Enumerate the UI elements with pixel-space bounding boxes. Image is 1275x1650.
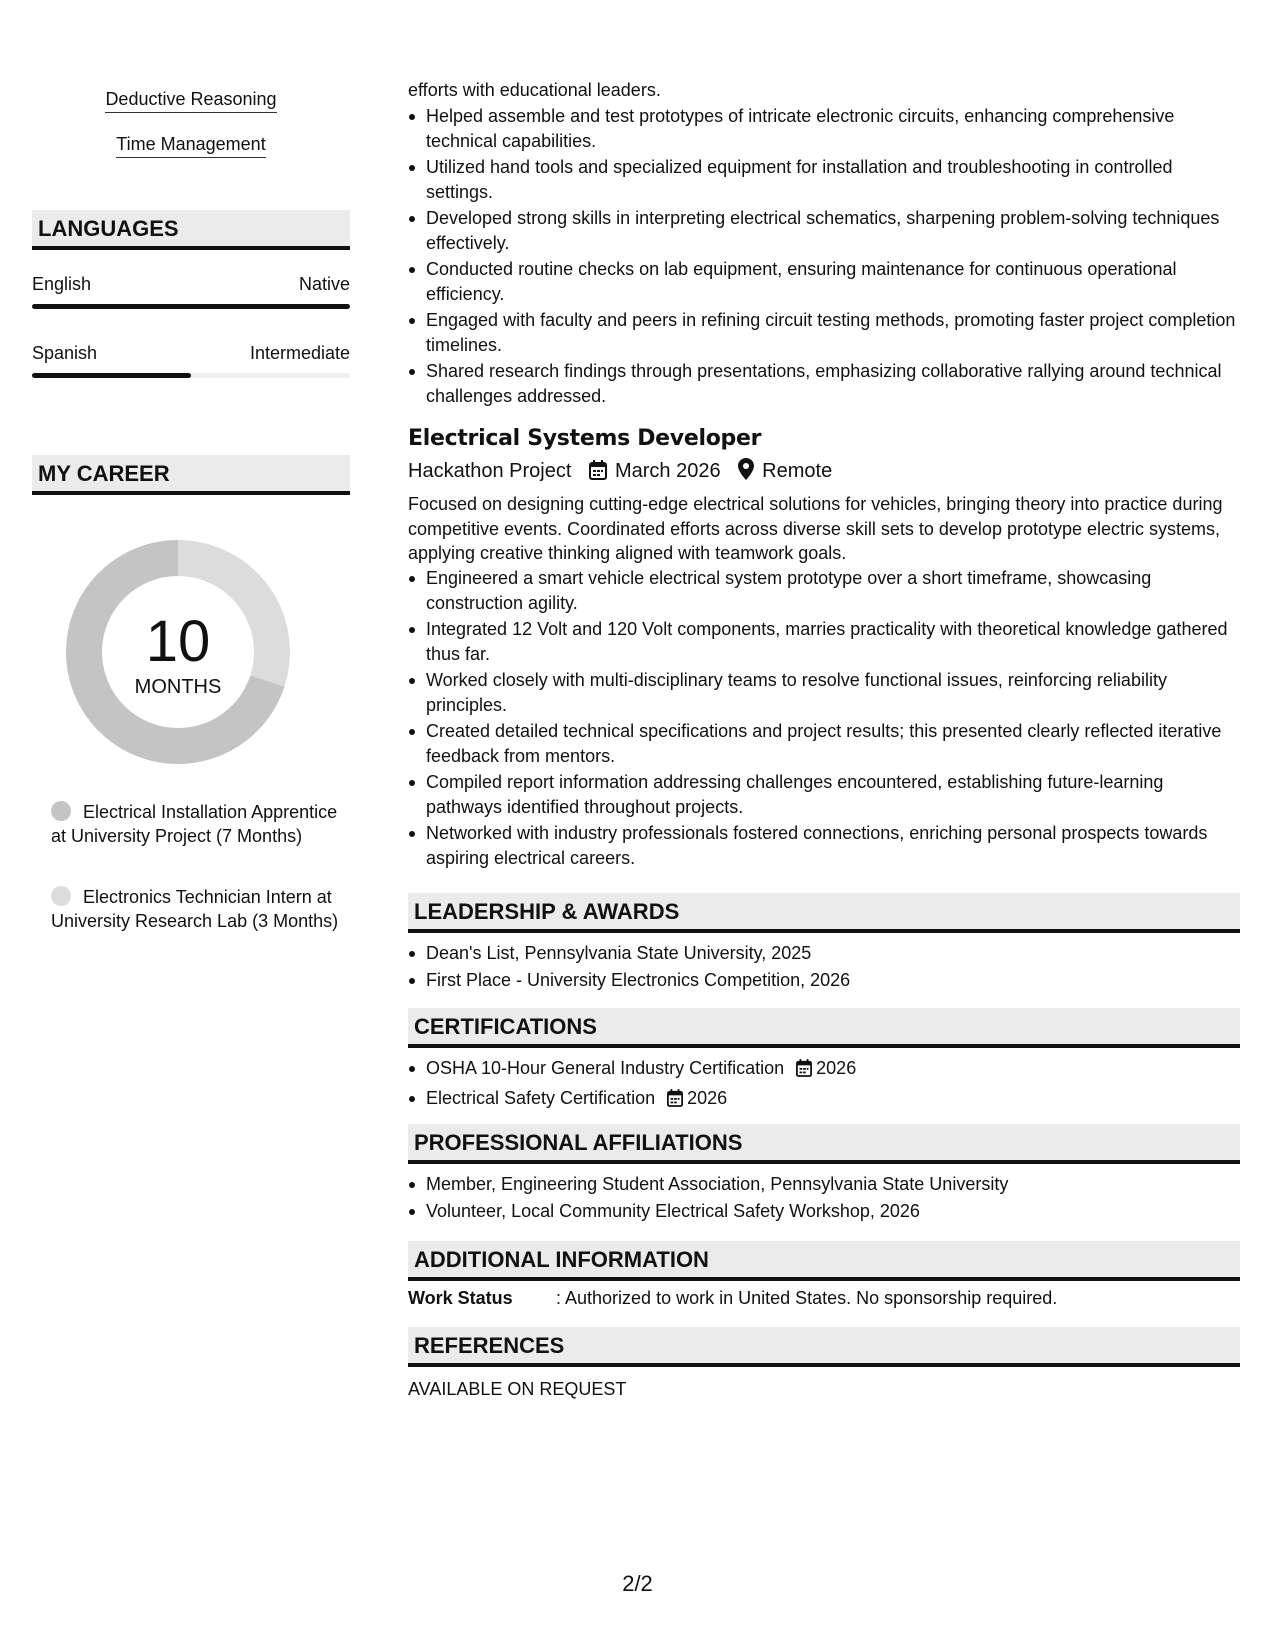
skill-item (32, 133, 350, 158)
certifications-heading: CERTIFICATIONS (408, 1008, 1240, 1048)
bullet-item: Compiled report information addressing challenges encountered, establishing future-learning pathways identified throughout projects. (408, 770, 1240, 819)
bullet-item: Volunteer, Local Community Electrical Safety Workshop, 2026 (408, 1199, 1240, 1224)
bullet-item: Created detailed technical specifications and project results; this presented clearly reflected iterative feedback from mentors. (408, 719, 1240, 768)
skill-item (32, 88, 350, 113)
certification-year: 2026 (816, 1058, 857, 1078)
skill-label: Deductive Reasoning (105, 88, 276, 113)
location-pin-icon (738, 458, 754, 487)
language-proficiency-bar (32, 304, 350, 309)
job-meta (408, 458, 832, 487)
language-proficiency-bar (32, 373, 350, 378)
language-level: Intermediate (249, 343, 350, 363)
bullet-item: Engaged with faculty and peers in refining circuit testing methods, promoting faster project completion timelines. (408, 308, 1240, 357)
career-legend-item (51, 800, 341, 848)
bullet-item: Utilized hand tools and specialized equipment for installation and troubleshooting in controlled settings. (408, 155, 1240, 204)
skill-label: Time Management (116, 133, 265, 158)
job-bullets (408, 566, 1240, 872)
job-description: Focused on designing cutting-edge electrical solutions for vehicles, bringing theory into practice during competitive events. Coordinated efforts across diverse skill sets to develop prototype electric systems, applying creative thinking aligned with teamwork goals. (408, 494, 1223, 563)
career-legend-text: Electronics Technician Intern at University Research Lab (3 Months) (51, 887, 339, 931)
career-legend-dot (51, 886, 71, 906)
affiliations-list (408, 1172, 1240, 1225)
bullet-item: Developed strong skills in interpreting electrical schematics, sharpening problem-solving techniques effectively. (408, 206, 1240, 255)
language-proficiency-fill (32, 304, 350, 309)
bullet-item: Member, Engineering Student Association, Pennsylvania State University (408, 1172, 1240, 1197)
references-heading: REFERENCES (408, 1327, 1240, 1367)
bullet-item: Helped assemble and test prototypes of intricate electronic circuits, enhancing comprehensive technical capabilities. (408, 104, 1240, 153)
bullet-item: Shared research findings through presentations, emphasizing collaborative rallying around technical challenges addressed. (408, 359, 1240, 408)
additional-info-heading: ADDITIONAL INFORMATION (408, 1241, 1240, 1281)
languages-heading: LANGUAGES (32, 210, 350, 250)
bullet-item: Integrated 12 Volt and 120 Volt components, marries practicality with theoretical knowledge gathered thus far. (408, 617, 1240, 666)
work-status-label: Work Status (408, 1288, 513, 1308)
experience-continued-text: efforts with educational leaders. (408, 80, 661, 100)
job-title: Electrical Systems Developer (408, 426, 762, 451)
career-heading: MY CAREER (32, 455, 350, 495)
language-name: Spanish (32, 343, 98, 363)
job-date: March 2026 (614, 460, 721, 482)
career-total-value: 10 (145, 609, 211, 674)
references-text: AVAILABLE ON REQUEST (408, 1379, 627, 1399)
certification-name: Electrical Safety Certification (426, 1087, 656, 1108)
certification-year: 2026 (687, 1087, 728, 1108)
career-legend-dot (51, 801, 71, 821)
bullet-item: Networked with industry professionals fostered connections, enriching personal prospects towards aspiring electrical careers. (408, 821, 1240, 870)
career-legend-text: Electrical Installation Apprentice at University Project (7 Months) (51, 802, 338, 846)
bullet-item: First Place - University Electronics Competition, 2026 (408, 968, 1240, 993)
language-proficiency-fill (32, 373, 191, 378)
leadership-list (408, 941, 1240, 994)
calendar-icon (667, 1089, 683, 1114)
bullet-item: Engineered a smart vehicle electrical system prototype over a short timeframe, showcasing construction agility. (408, 566, 1240, 615)
bullet-item: Worked closely with multi-disciplinary teams to resolve functional issues, reinforcing reliability principles. (408, 668, 1240, 717)
bullet-item: Dean's List, Pennsylvania State University, 2025 (408, 941, 1240, 966)
career-total-unit: MONTHS (134, 676, 222, 698)
certification-item (408, 1056, 1240, 1084)
language-level: Native (298, 274, 350, 294)
affiliations-heading: PROFESSIONAL AFFILIATIONS (408, 1124, 1240, 1164)
calendar-icon (589, 460, 607, 487)
job-company: Hackathon Project (408, 460, 572, 482)
career-legend-item (51, 885, 341, 933)
page-number: 2/2 (622, 1571, 653, 1596)
experience-continued-bullets (408, 104, 1240, 410)
job-location: Remote (762, 460, 833, 482)
calendar-icon (796, 1059, 812, 1084)
leadership-heading: LEADERSHIP & AWARDS (408, 893, 1240, 933)
certification-name: OSHA 10-Hour General Industry Certification (426, 1058, 785, 1078)
language-name: English (32, 274, 92, 294)
certification-item (408, 1086, 1240, 1114)
work-status-value: : Authorized to work in United States. No sponsorship required. (556, 1288, 1058, 1308)
bullet-item: Conducted routine checks on lab equipment, ensuring maintenance for continuous operational efficiency. (408, 257, 1240, 306)
certifications-list (408, 1056, 1240, 1115)
